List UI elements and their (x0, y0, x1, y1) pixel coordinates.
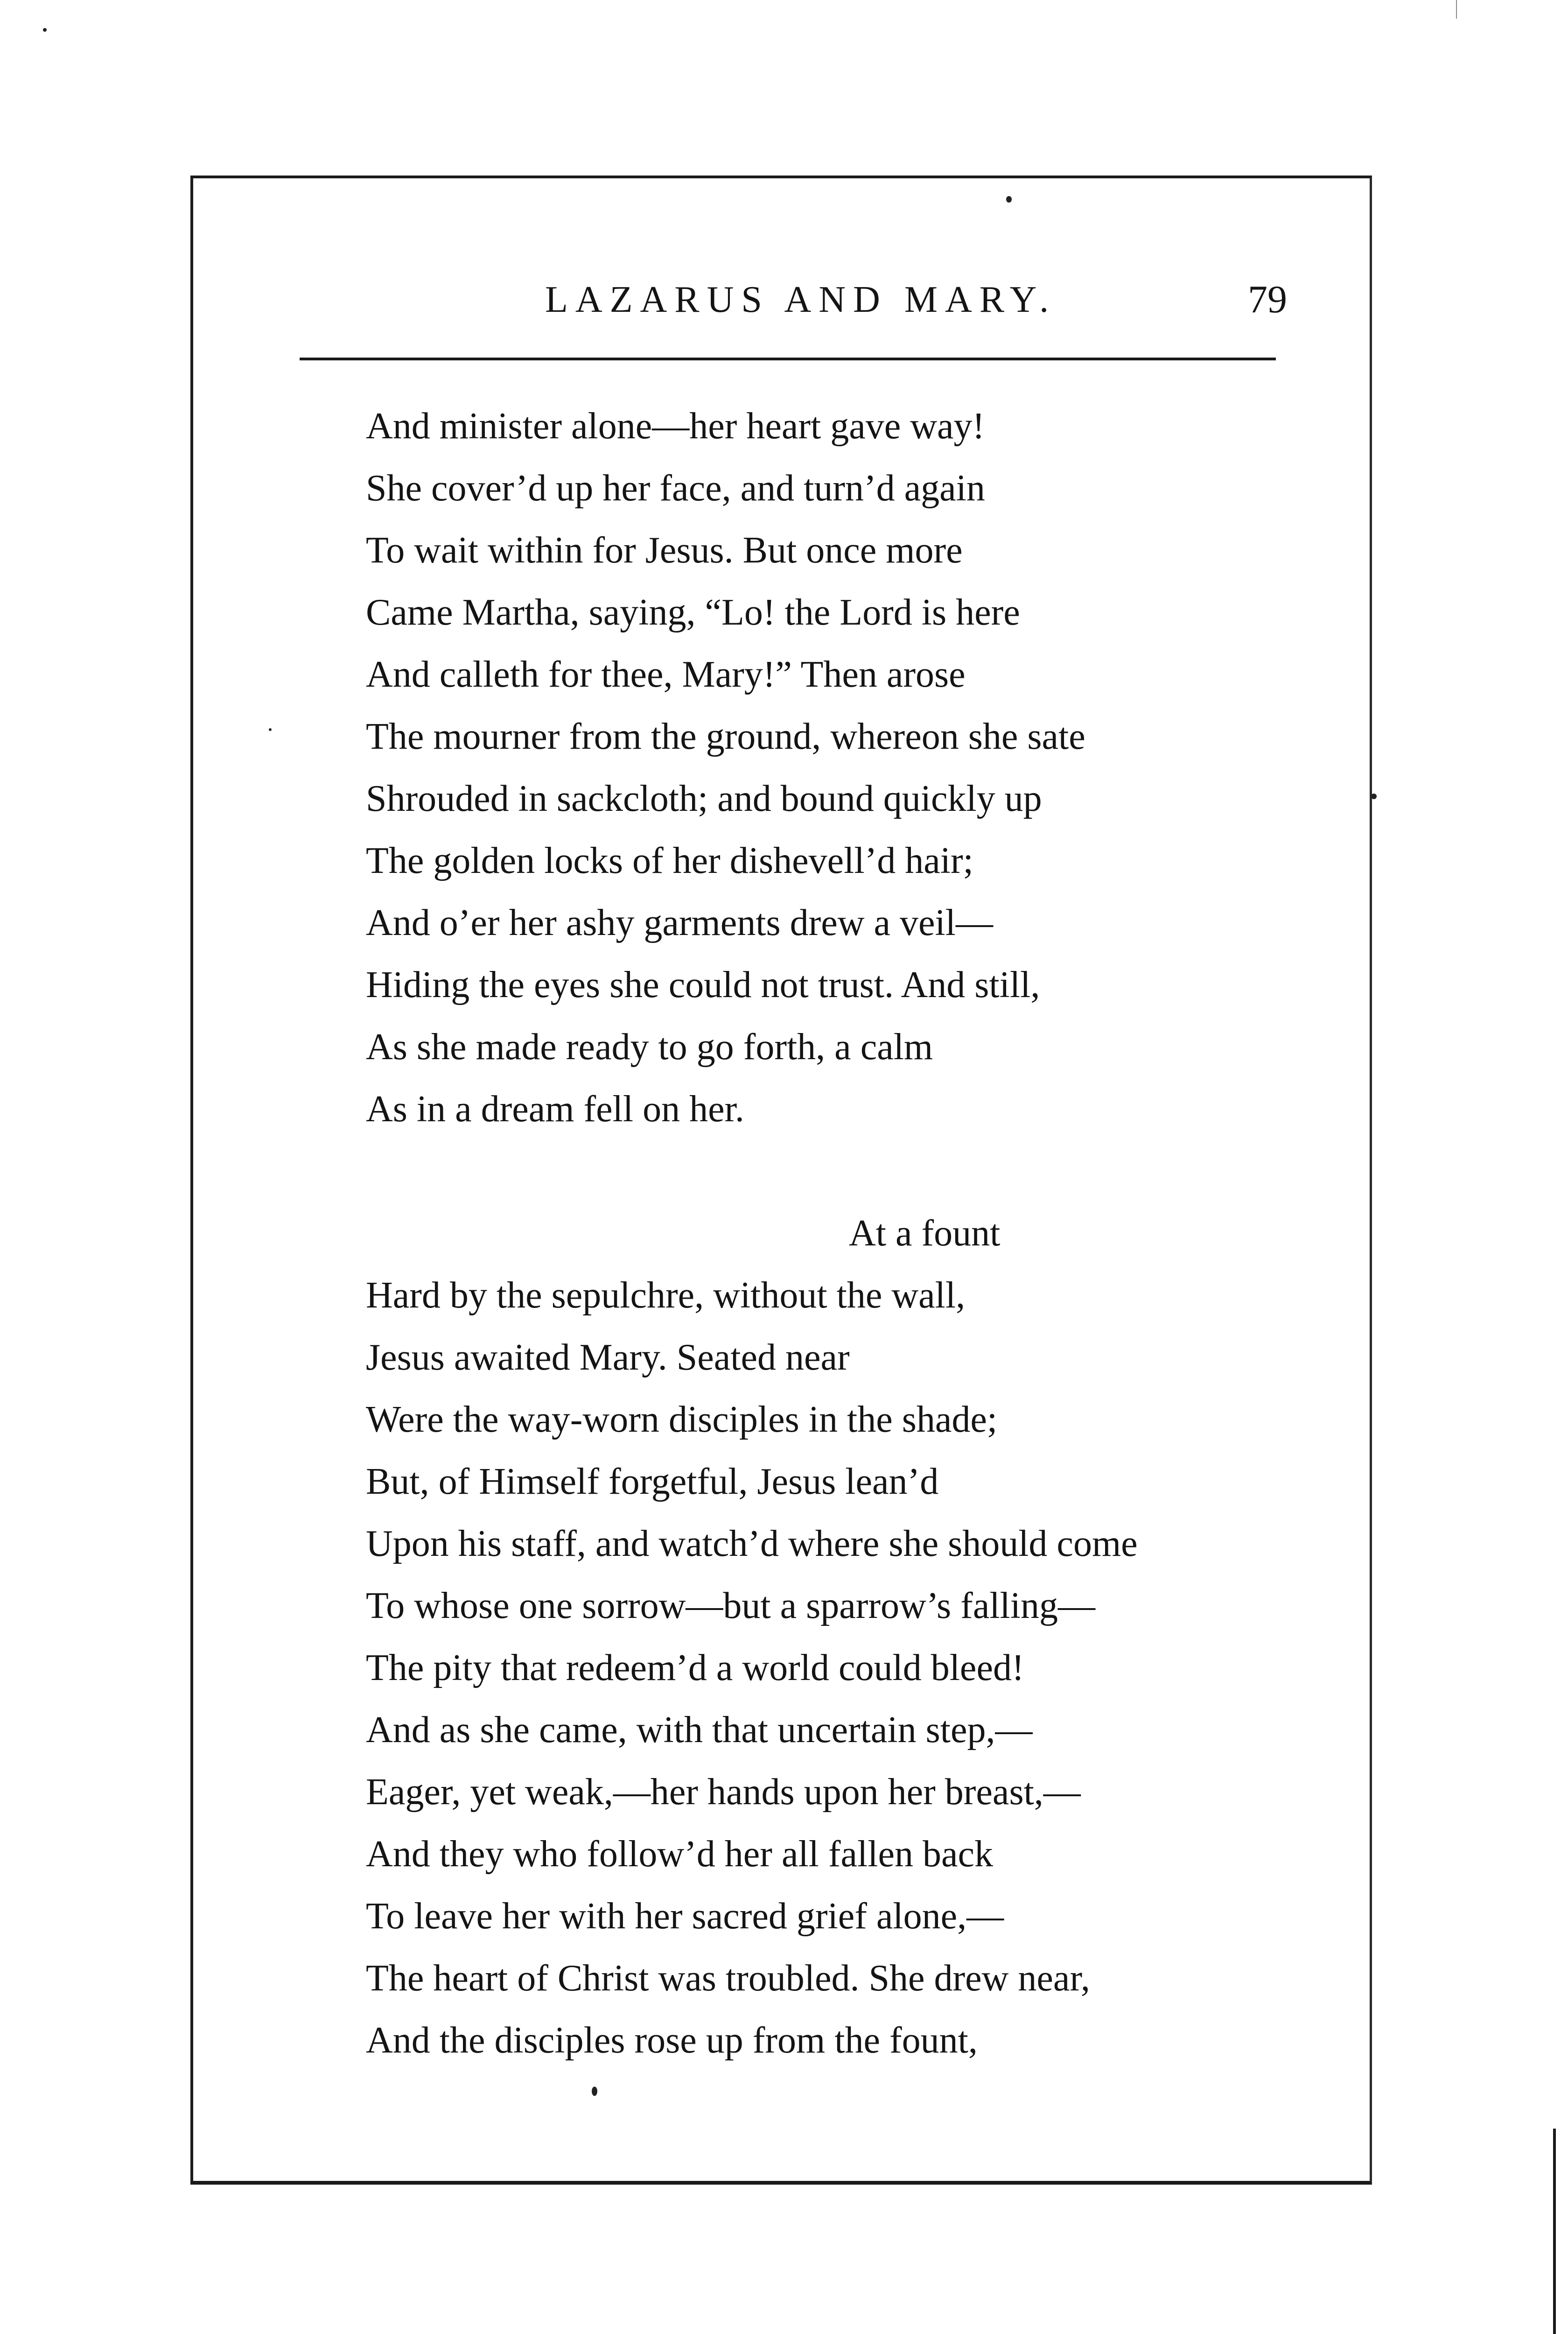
scan-speck (1006, 196, 1012, 203)
poem-line: Hard by the sepulchre, without the wall, (366, 1275, 966, 1316)
poem-line: And as she came, with that uncertain step,— (366, 1709, 1033, 1750)
poem-text (366, 395, 1346, 2072)
poem-line: And they who follow’d her all fallen back (366, 1834, 994, 1875)
scan-speck (269, 728, 272, 731)
poem-line: To wait within for Jesus. But once more (366, 530, 963, 571)
stanza-gap (366, 1140, 1346, 1202)
poem-line: And the disciples rose up from the fount, (366, 2020, 978, 2061)
poem-line: She cover’d up her face, and turn’d again (366, 468, 985, 509)
poem-line: And o’er her ashy garments drew a veil— (366, 902, 993, 943)
header-rule (300, 358, 1276, 360)
poem-line: Came Martha, saying, “Lo! the Lord is here (366, 592, 1020, 633)
poem-line: The heart of Christ was troubled. She drew near, (366, 1958, 1090, 1999)
poem-line: Hiding the eyes she could not trust. And still, (366, 964, 1040, 1005)
poem-line: Shrouded in sackcloth; and bound quickly up (366, 778, 1042, 819)
poem-line: The mourner from the ground, whereon she sate (366, 716, 1085, 757)
scan-speck (43, 28, 47, 32)
running-title: LAZARUS AND MARY. (545, 279, 1057, 320)
poem-line: To whose one sorrow—but a sparrow’s falling— (366, 1585, 1096, 1626)
page-number: 79 (1248, 278, 1287, 321)
scan-edge-line (1456, 0, 1457, 19)
scan-edge-line (1553, 2129, 1556, 2334)
poem-line: As she made ready to go forth, a calm (366, 1026, 933, 1068)
scan-speck (1371, 794, 1377, 799)
poem-line: As in a dream fell on her. (366, 1089, 744, 1130)
poem-line: And calleth for thee, Mary!” Then arose (366, 654, 966, 695)
poem-line: Upon his staff, and watch’d where she should come (366, 1523, 1138, 1564)
poem-line: But, of Himself forgetful, Jesus lean’d (366, 1461, 939, 1502)
page-frame (190, 176, 1372, 2185)
poem-line: Eager, yet weak,—her hands upon her breast,— (366, 1772, 1081, 1813)
poem-line: The pity that redeem’d a world could bleed! (366, 1647, 1024, 1688)
poem-line: To leave her with her sacred grief alone,— (366, 1896, 1004, 1937)
poem-line-indented: At a fount (849, 1213, 1001, 1254)
poem-line: Jesus awaited Mary. Seated near (366, 1337, 850, 1378)
poem-line: And minister alone—her heart gave way! (366, 406, 985, 447)
poem-line: Were the way-worn disciples in the shade; (366, 1399, 998, 1440)
poem-line: The golden locks of her dishevell’d hair; (366, 840, 973, 881)
scan-speck (592, 2087, 597, 2096)
running-head (193, 272, 1313, 328)
